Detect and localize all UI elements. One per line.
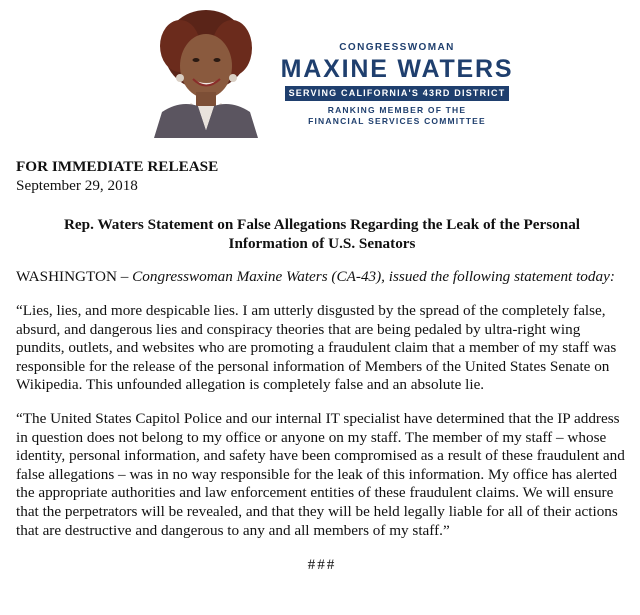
release-date: September 29, 2018 xyxy=(16,176,138,194)
dateline: WASHINGTON – xyxy=(16,268,133,286)
portrait-illustration xyxy=(140,6,268,138)
release-label: FOR IMMEDIATE RELEASE xyxy=(16,158,219,175)
statement-paragraph-1: “Lies, lies, and more despicable lies. I am utterly disgusted by the spread of the completely false, absurd, and dangerous lies and conspiracy theories that are being pedaled by ultra-right wing pundits, outlets, and websites who are promoting a fraudulent claim that a member of my staff was responsible for the release of the personal information of Members of the United States Senate on Wikipedia. This unfounded allegation is completely false and an absolute lie. xyxy=(16,301,617,394)
lede-paragraph xyxy=(16,268,628,287)
congresswoman-name: MAXINE WATERS xyxy=(280,55,514,83)
congresswoman-title: CONGRESSWOMAN xyxy=(339,42,455,53)
statement-paragraph-2: “The United States Capitol Police and our internal IT specialist have determined that the IP address in question does not belong to my office or anyone on my staff. The member of my staff – whose identity, personal information, and safety have been compromised as a result of these fraudulent and false allegations – was in no way responsible for the leak of this information. My office has alerted the appropriate authorities and law enforcement entities of these fraudulent claims. We will ensure that the perpetrators will be revealed, and that they will be held legally liable for all of their actions that are destructive and dangerous to any and all members of my staff.” xyxy=(16,409,625,539)
letterhead xyxy=(140,6,530,138)
committee-line-2: FINANCIAL SERVICES COMMITTEE xyxy=(308,116,486,126)
letterhead-branding xyxy=(272,42,522,127)
end-mark: ### xyxy=(307,556,337,574)
portrait-photo xyxy=(140,6,268,138)
headline: Rep. Waters Statement on False Allegations Regarding the Leak of the Personal Information of U.S. Senators xyxy=(63,216,581,252)
press-release-body xyxy=(16,158,628,575)
byline: Congresswoman Maxine Waters (CA-43), issued the following statement today: xyxy=(132,268,615,286)
district-banner: SERVING CALIFORNIA'S 43RD DISTRICT xyxy=(285,86,510,101)
committee-line-1: RANKING MEMBER OF THE xyxy=(327,105,467,115)
